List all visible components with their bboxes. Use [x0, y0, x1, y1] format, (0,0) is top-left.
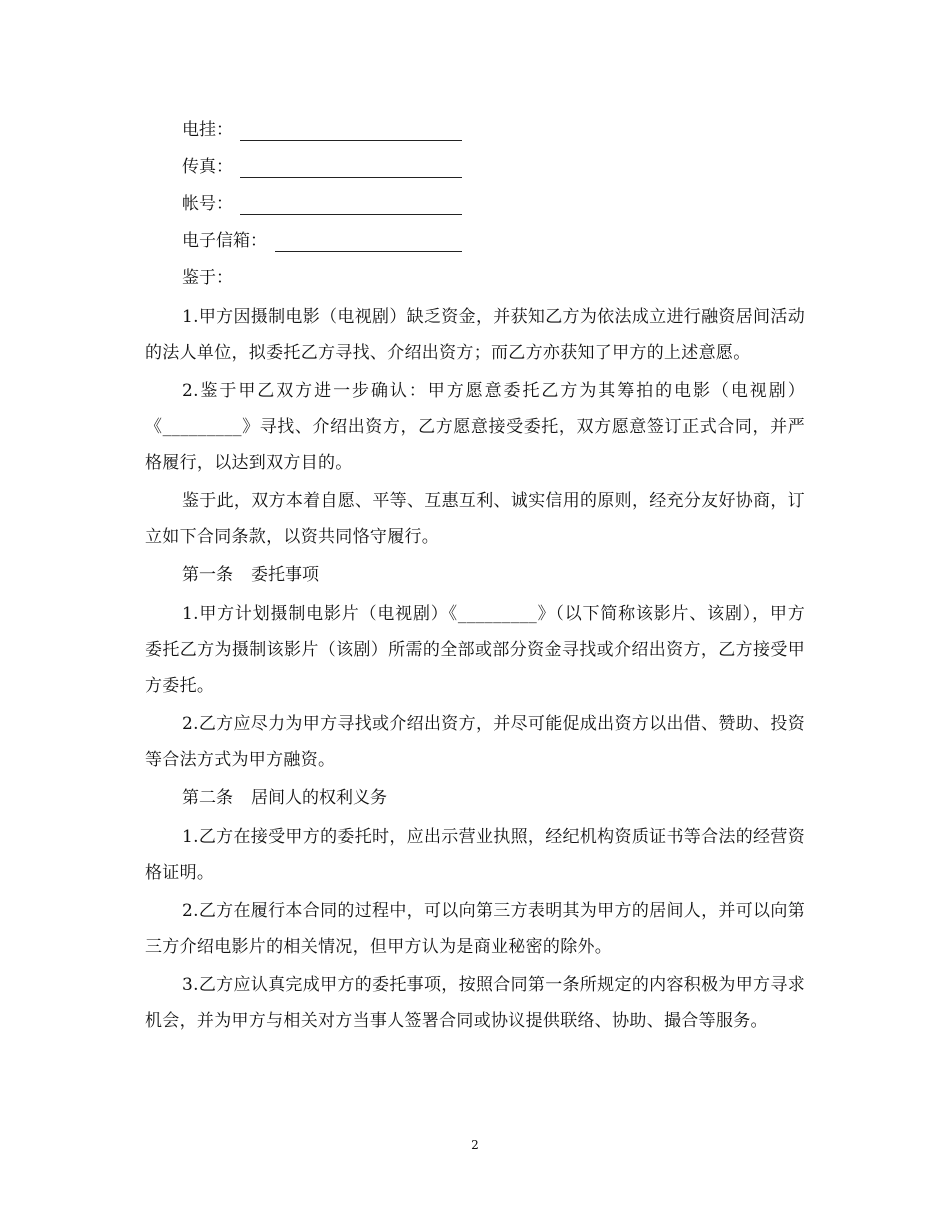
account-field	[145, 186, 805, 223]
paragraph-whereas-2: 2.鉴于甲乙双方进一步确认：甲方愿意委托乙方为其筹拍的电影（电视剧）《_________》寻找、介绍出资方，乙方愿意接受委托，双方愿意签订正式合同，并严格履行，以达到双方目的。	[145, 381, 805, 473]
article-1-heading	[145, 557, 805, 594]
paragraph-whereas-1: 1.甲方因摄制电影（电视剧）缺乏资金，并获知乙方为依法成立进行融资居间活动的法人单位，拟委托乙方寻找、介绍出资方；而乙方亦获知了甲方的上述意愿。	[145, 307, 805, 363]
account-label: 帐号：	[182, 194, 233, 214]
article-2-title: 居间人的权利义务	[251, 788, 387, 808]
article-1-title: 委托事项	[251, 565, 319, 585]
fax-blank	[240, 177, 462, 178]
email-label: 电子信箱：	[182, 231, 267, 251]
page-number: 2	[471, 1138, 479, 1152]
article-1-paragraph-1: 1.甲方计划摄制电影片（电视剧）《_________》（以下简称该影片、该剧），甲方委托乙方为摄制该影片（该剧）所需的全部或部分资金寻找或介绍出资方，乙方接受甲方委托。	[145, 604, 805, 696]
telegraph-blank	[240, 140, 462, 141]
telegraph-field	[145, 112, 805, 149]
article-2-paragraph-1: 1.乙方在接受甲方的委托时，应出示营业执照，经纪机构资质证书等合法的经营资格证明。	[145, 827, 805, 883]
article-1-paragraph-2: 2.乙方应尽力为甲方寻找或介绍出资方，并尽可能促成出资方以出借、赞助、投资等合法方式为甲方融资。	[145, 714, 805, 770]
article-1-number: 第一条	[182, 565, 233, 585]
telegraph-label: 电挂：	[182, 120, 233, 140]
article-2-paragraph-2: 2.乙方在履行本合同的过程中，可以向第三方表明其为甲方的居间人，并可以向第三方介绍电影片的相关情况，但甲方认为是商业秘密的除外。	[145, 901, 805, 957]
fax-field	[145, 149, 805, 186]
article-2-paragraph-3: 3.乙方应认真完成甲方的委托事项，按照合同第一条所规定的内容积极为甲方寻求机会，并为甲方与相关对方当事人签署合同或协议提供联络、协助、撮合等服务。	[145, 975, 805, 1031]
paragraph-whereas-3: 鉴于此，双方本着自愿、平等、互惠互利、诚实信用的原则，经充分友好协商，订立如下合同条款，以资共同恪守履行。	[145, 491, 805, 547]
article-2-heading	[145, 780, 805, 817]
fax-label: 传真：	[182, 157, 233, 177]
account-blank	[240, 214, 462, 215]
document-body	[145, 112, 805, 1041]
email-field	[145, 223, 805, 260]
email-blank	[275, 251, 462, 252]
article-2-number: 第二条	[182, 788, 233, 808]
whereas-label: 鉴于：	[182, 268, 233, 288]
